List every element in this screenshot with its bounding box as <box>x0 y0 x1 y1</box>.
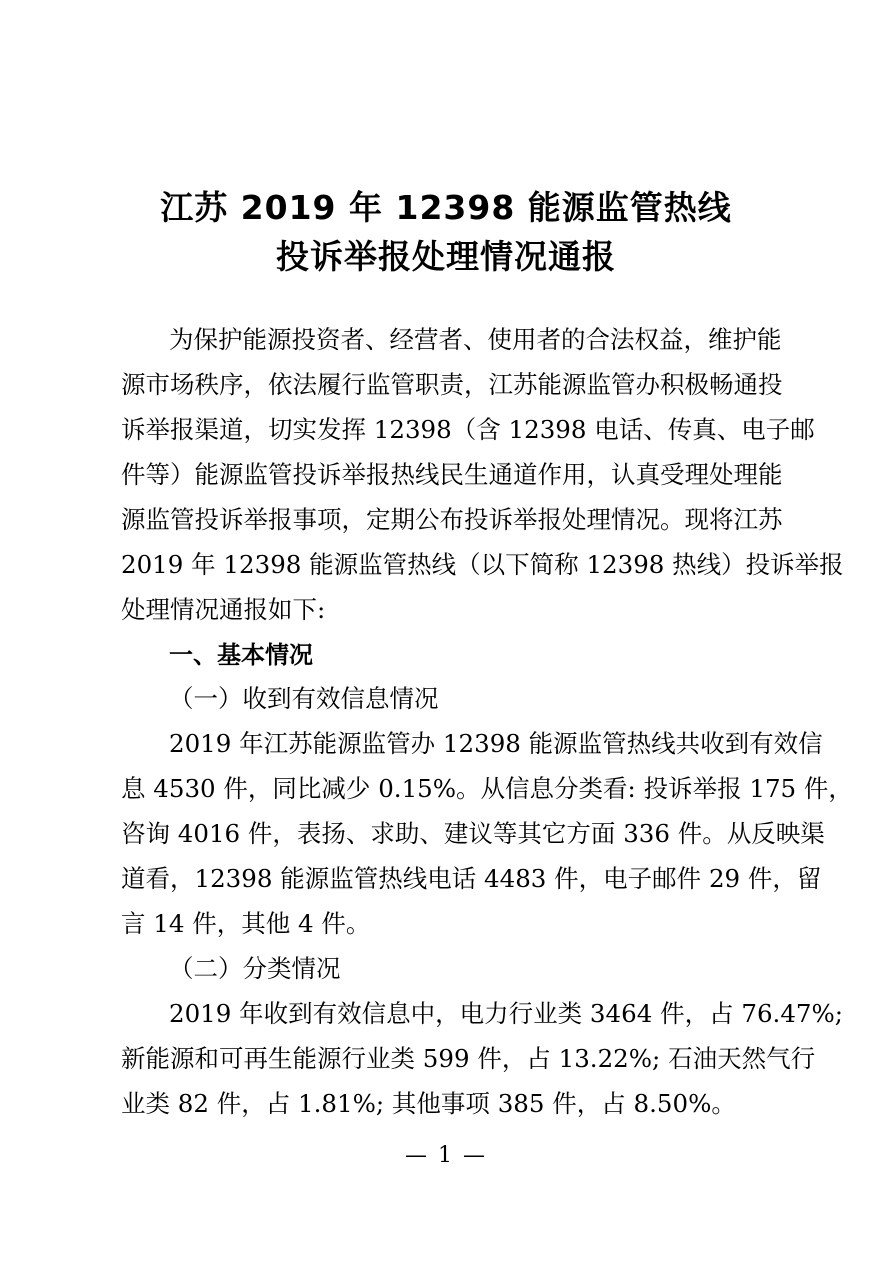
section-heading-basic-situation: 一、基本情况 <box>169 641 313 669</box>
subsection-heading-received-info: （一）收到有效信息情况 <box>169 684 439 713</box>
classification-line: 业类 82 件，占 1.81%; 其他事项 385 件，占 8.50%。 <box>121 1089 736 1118</box>
intro-paragraph-line: 2019 年 12398 能源监管热线（以下简称 12398 热线）投诉举报 <box>121 550 844 579</box>
received-info-line: 咨询 4016 件，表扬、求助、建议等其它方面 336 件。从反映渠 <box>121 819 825 848</box>
classification-line: 2019 年收到有效信息中，电力行业类 3464 件，占 76.47%; <box>169 999 844 1028</box>
intro-paragraph-line: 源市场秩序，依法履行监管职责，江苏能源监管办积极畅通投 <box>121 370 783 399</box>
document-title-line-2: 投诉举报处理情况通报 <box>276 237 616 276</box>
received-info-line: 道看，12398 能源监管热线电话 4483 件，电子邮件 29 件，留 <box>121 864 822 893</box>
subsection-heading-classification: （二）分类情况 <box>169 954 341 983</box>
intro-paragraph-line: 为保护能源投资者、经营者、使用者的合法权益，维护能 <box>169 325 782 354</box>
received-info-line: 息 4530 件，同比减少 0.15%。从信息分类看: 投诉举报 175 件， <box>121 774 853 803</box>
received-info-line: 言 14 件，其他 4 件。 <box>121 909 371 938</box>
intro-paragraph-line: 处理情况通报如下: <box>121 595 326 624</box>
intro-paragraph-line: 件等）能源监管投诉举报热线民生通道作用，认真受理处理能 <box>121 460 783 489</box>
classification-line: 新能源和可再生能源行业类 599 件，占 13.22%; 石油天然气行 <box>121 1044 816 1073</box>
intro-paragraph-line: 诉举报渠道，切实发挥 12398（含 12398 电话、传真、电子邮 <box>121 415 815 444</box>
document-title-line-1: 江苏 2019 年 12398 能源监管热线 <box>160 188 732 227</box>
received-info-line: 2019 年江苏能源监管办 12398 能源监管热线共收到有效信 <box>169 729 823 758</box>
page-number: — 1 — <box>405 1143 487 1168</box>
intro-paragraph-line: 源监管投诉举报事项，定期公布投诉举报处理情况。现将江苏 <box>121 505 783 534</box>
